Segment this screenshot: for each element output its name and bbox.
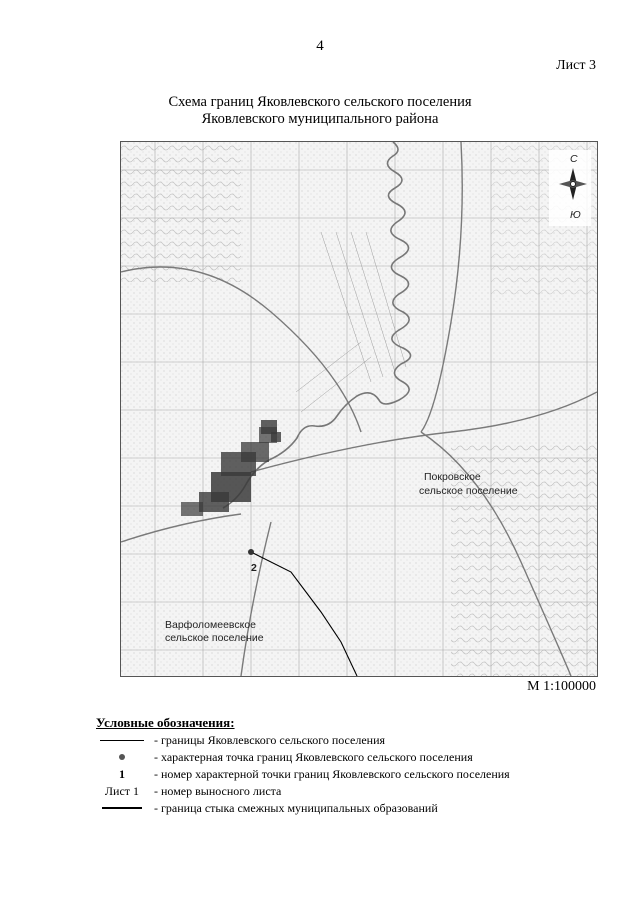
thin-line-icon bbox=[100, 740, 144, 741]
legend-symbol-text: Лист 1 bbox=[104, 784, 140, 798]
svg-text:Ю: Ю bbox=[570, 209, 581, 221]
thick-line-icon bbox=[102, 807, 142, 809]
legend-heading: Условные обозначения: bbox=[96, 715, 235, 730]
svg-text:С: С bbox=[570, 153, 578, 165]
map-title-line-2: Яковлевского муниципального района bbox=[201, 111, 439, 127]
map-image bbox=[120, 141, 598, 677]
pokrovskoe-label-line-1: Покровское bbox=[424, 471, 481, 483]
dot-icon bbox=[119, 754, 125, 760]
boundary-point-number: 2 bbox=[251, 562, 257, 574]
sheet-label: Лист 3 bbox=[556, 58, 596, 73]
legend-symbol-text: 1 bbox=[119, 767, 125, 781]
varfolomeevskoe-label-line-1: Варфоломеевское bbox=[165, 619, 257, 631]
legend-text: - номер характерной точки границ Яковлевского сельского поселения bbox=[154, 767, 510, 781]
pokrovskoe-label-line-2: сельское поселение bbox=[419, 485, 518, 497]
legend-text: - номер выносного листа bbox=[154, 784, 282, 798]
map-scale: М 1:100000 bbox=[527, 679, 596, 694]
legend-text: - границы Яковлевского сельского поселения bbox=[154, 733, 386, 747]
map-title-line-1: Схема границ Яковлевского сельского поселения bbox=[168, 94, 472, 110]
boundary-point-2 bbox=[248, 549, 254, 555]
page-number: 4 bbox=[316, 38, 324, 54]
legend-text: - характерная точка границ Яковлевского сельского поселения bbox=[154, 750, 473, 764]
legend-text: - граница стыка смежных муниципальных образований bbox=[154, 801, 438, 815]
varfolomeevskoe-label-line-2: сельское поселение bbox=[165, 632, 264, 644]
compass-rose-icon bbox=[549, 150, 591, 226]
terrain-nw bbox=[121, 142, 241, 282]
